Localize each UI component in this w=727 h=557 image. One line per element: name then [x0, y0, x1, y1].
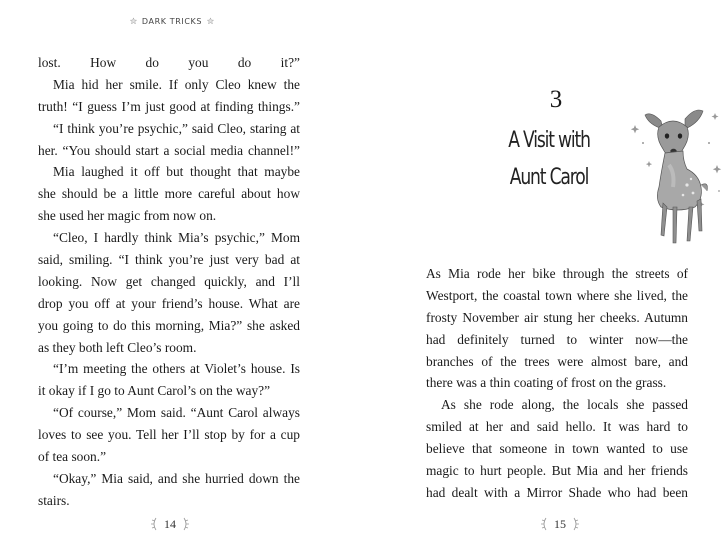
- text-line: looking. Now get changed quickly, and I’ll: [38, 273, 300, 289]
- text-line: “I think you’re psychic,” said Cleo, staring at: [53, 120, 300, 136]
- star-icon: [207, 14, 214, 28]
- text-line: Westport, the coastal town where she lived, the: [426, 287, 688, 303]
- chapter-title: [498, 122, 599, 196]
- text-line: As Mia rode her bike through the streets of: [426, 266, 688, 281]
- chapter-title-line: A Visit with: [508, 128, 590, 153]
- text-line: Mia laughed it off but thought that maybe: [53, 164, 300, 180]
- text-line: frosty November air stung her cheeks. Autumn: [426, 309, 688, 325]
- text-line: “Of course,” Mom said. “Aunt Carol always: [53, 405, 300, 421]
- text-line: her. “You should start a social media channel!”: [38, 142, 300, 158]
- text-line: there was a thin coating of frost on the grass.: [426, 375, 667, 391]
- chapter-title-line: Aunt Carol: [509, 165, 589, 190]
- sprig-ornament-icon: [572, 517, 580, 531]
- sprig-ornament-icon: [182, 517, 190, 531]
- text-line: had definitely turned to winter now—the: [426, 331, 688, 347]
- text-line: believe that someone in town wanted to use: [426, 441, 688, 457]
- text-line: branches of the trees were almost bare, and: [426, 353, 688, 369]
- running-head: [130, 12, 214, 30]
- page-number: 15: [554, 516, 566, 531]
- text-line: As she rode along, the locals she passed: [441, 397, 688, 413]
- sprig-ornament-icon: [150, 517, 158, 531]
- sprig-ornament-icon: [540, 517, 548, 531]
- text-line: smiled at her and said hello. It was hard to: [426, 419, 688, 435]
- text-line: stairs.: [38, 492, 70, 508]
- left-page: [0, 0, 363, 557]
- page-number-footer: [150, 514, 190, 534]
- text-line: truth! “I guess I’m just good at finding things.”: [38, 98, 300, 114]
- text-line: she should be a little more careful about how: [38, 186, 300, 202]
- body-text: [38, 52, 300, 512]
- text-line: “Okay,” Mia said, and she hurried down the: [53, 470, 300, 486]
- deer-illustration: [629, 103, 725, 253]
- text-line: of tea soon.”: [38, 449, 107, 465]
- text-line: she used her magic from now on.: [38, 208, 217, 224]
- text-line: magic to hurt people. But Mia and her friends: [426, 463, 688, 479]
- text-line: it okay if I go to Aunt Carol’s on the way?”: [38, 383, 271, 399]
- running-head-title: DARK TRICKS: [141, 16, 203, 26]
- page-number-footer: [540, 514, 580, 534]
- text-line: loves to see you. Tell her I’ll stop by for a cup: [38, 427, 300, 443]
- text-line: had dealt with a Mirror Shade who had been: [426, 484, 688, 500]
- page-number: 14: [164, 516, 176, 531]
- text-line: “Cleo, I hardly think Mia’s psychic,” Mom: [53, 230, 300, 246]
- text-line: lost. How do you do it?”: [38, 55, 300, 70]
- chapter-number: 3: [549, 86, 563, 113]
- text-line: Mia hid her smile. If only Cleo knew the: [53, 76, 300, 92]
- star-icon: [130, 14, 137, 28]
- right-page: [364, 0, 727, 557]
- body-text: [426, 263, 688, 504]
- text-line: as they both left Cleo’s room.: [38, 339, 197, 355]
- text-line: said, smiling. “I think you’re just very bad at: [38, 252, 300, 268]
- text-line: “I’m meeting the others at Violet’s house. Is: [53, 361, 300, 377]
- text-line: you going to do this morning, Mia?” she asked: [38, 317, 300, 333]
- text-line: drop you off at your friend’s house. What are: [38, 295, 300, 311]
